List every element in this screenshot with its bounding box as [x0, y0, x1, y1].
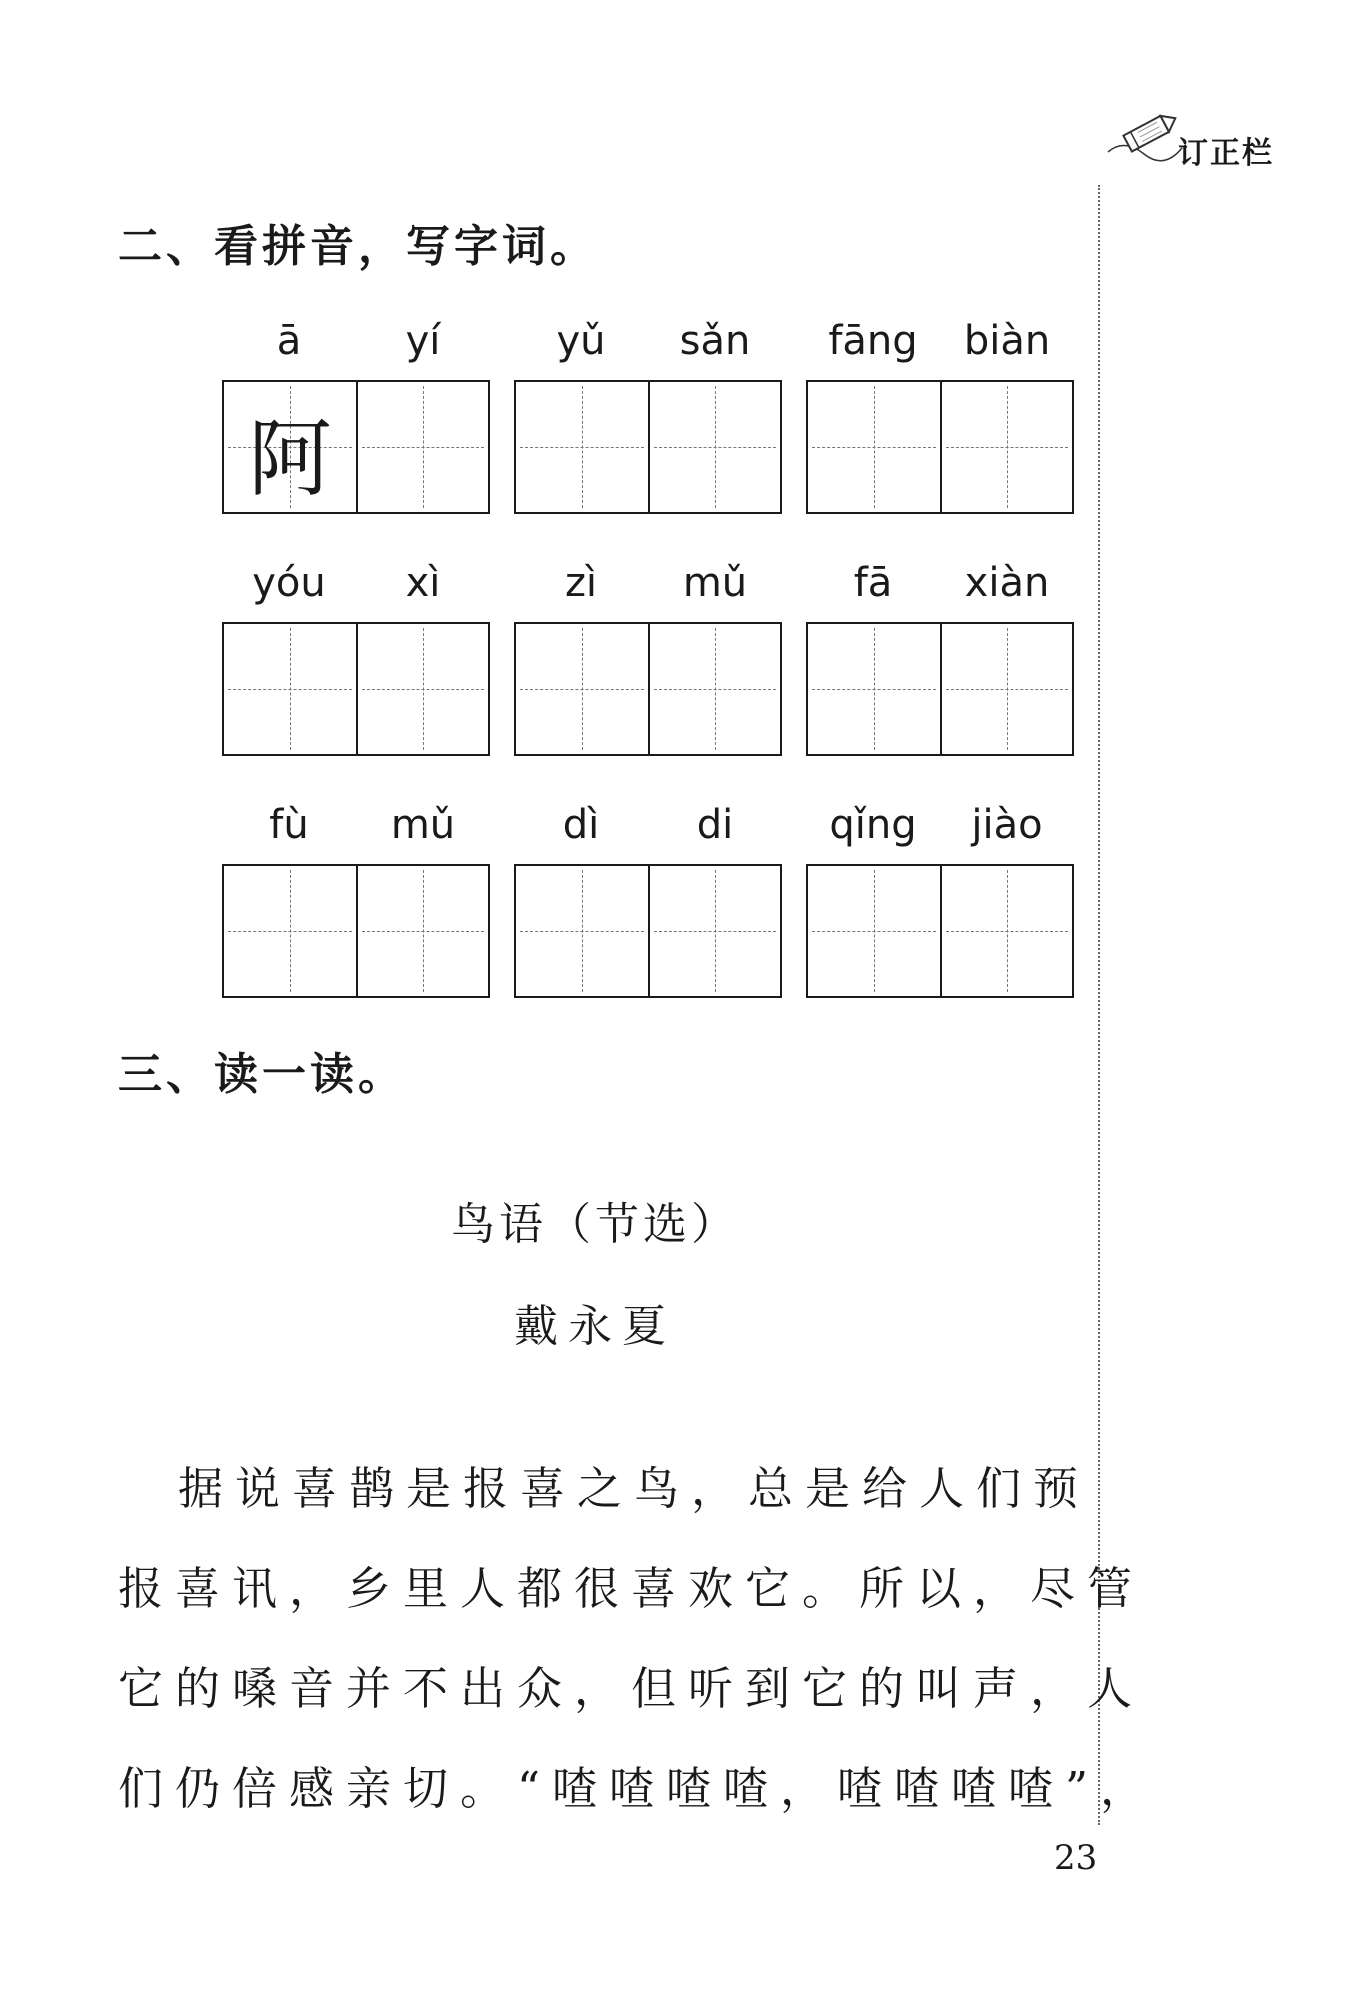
writing-cell[interactable]: [516, 382, 648, 512]
pinyin-label: yóu: [252, 560, 326, 606]
pinyin-label: mǔ: [390, 802, 456, 848]
writing-boxes: [222, 380, 490, 514]
word-item: [222, 560, 490, 770]
writing-boxes: [806, 380, 1074, 514]
pinyin-label: zì: [564, 560, 598, 606]
writing-cell[interactable]: [356, 866, 488, 996]
writing-cell[interactable]: [516, 866, 648, 996]
pinyin-label: ā: [276, 318, 302, 364]
reading-line: 据说喜鹊是报喜之鸟，总是给人们预: [178, 1462, 1091, 1515]
writing-cell[interactable]: [940, 624, 1072, 754]
reading-line: 们仍倍感亲切。“喳喳喳喳，喳喳喳喳”，: [118, 1762, 1158, 1815]
word-item: [514, 560, 782, 770]
grid-row: [222, 802, 1082, 1012]
word-item: [806, 802, 1074, 1012]
writing-boxes: [222, 622, 490, 756]
reading-title: 鸟语（节选）: [451, 1199, 739, 1250]
word-item: [514, 318, 782, 528]
pinyin-label: qǐng: [829, 802, 917, 848]
writing-boxes: [514, 864, 782, 998]
pinyin-label: dì: [562, 802, 600, 848]
grid-row: [222, 560, 1082, 770]
reading-author: 戴永夏: [514, 1301, 676, 1352]
pinyin-label: mǔ: [682, 560, 748, 606]
writing-cell[interactable]: [516, 624, 648, 754]
page-number: 23: [1054, 1838, 1098, 1878]
writing-cell[interactable]: [940, 382, 1072, 512]
reading-line: 报喜讯，乡里人都很喜欢它。所以，尽管: [118, 1562, 1145, 1615]
writing-cell[interactable]: [224, 624, 356, 754]
writing-cell[interactable]: [808, 624, 940, 754]
writing-cell[interactable]: [648, 866, 780, 996]
writing-boxes: [806, 864, 1074, 998]
pinyin-label: fāng: [828, 318, 918, 364]
written-character: 阿: [247, 410, 332, 508]
writing-boxes: [514, 380, 782, 514]
word-item: [222, 318, 490, 528]
writing-cell[interactable]: [224, 382, 356, 512]
pinyin-label: biàn: [963, 318, 1051, 364]
pinyin-label: yǔ: [556, 318, 606, 364]
pinyin-label: jiào: [971, 802, 1043, 848]
writing-cell[interactable]: [356, 382, 488, 512]
word-item: [806, 560, 1074, 770]
writing-cell[interactable]: [224, 866, 356, 996]
writing-cell[interactable]: [356, 624, 488, 754]
pinyin-label: fā: [853, 560, 893, 606]
writing-cell[interactable]: [808, 382, 940, 512]
reading-line: 它的嗓音并不出众，但听到它的叫声，人: [118, 1662, 1145, 1715]
writing-boxes: [222, 864, 490, 998]
writing-boxes: [514, 622, 782, 756]
writing-cell[interactable]: [648, 624, 780, 754]
word-item: [514, 802, 782, 1012]
pencil-icon: [1104, 108, 1184, 168]
word-item: [806, 318, 1074, 528]
word-item: [222, 802, 490, 1012]
pinyin-label: fù: [269, 802, 309, 848]
pinyin-label: di: [696, 802, 734, 848]
pinyin-label: xiàn: [964, 560, 1050, 606]
writing-cell[interactable]: [648, 382, 780, 512]
writing-cell[interactable]: [940, 866, 1072, 996]
writing-cell[interactable]: [808, 866, 940, 996]
writing-boxes: [806, 622, 1074, 756]
grid-row: [222, 318, 1082, 528]
section-3-heading: 三、读一读。: [118, 1049, 406, 1100]
pinyin-label: xì: [405, 560, 441, 606]
correction-column-label: 订正栏: [1178, 136, 1274, 171]
pinyin-label: sǎn: [679, 318, 751, 364]
pinyin-label: yí: [405, 318, 441, 364]
section-2-heading: 二、看拼音，写字词。: [118, 221, 598, 272]
